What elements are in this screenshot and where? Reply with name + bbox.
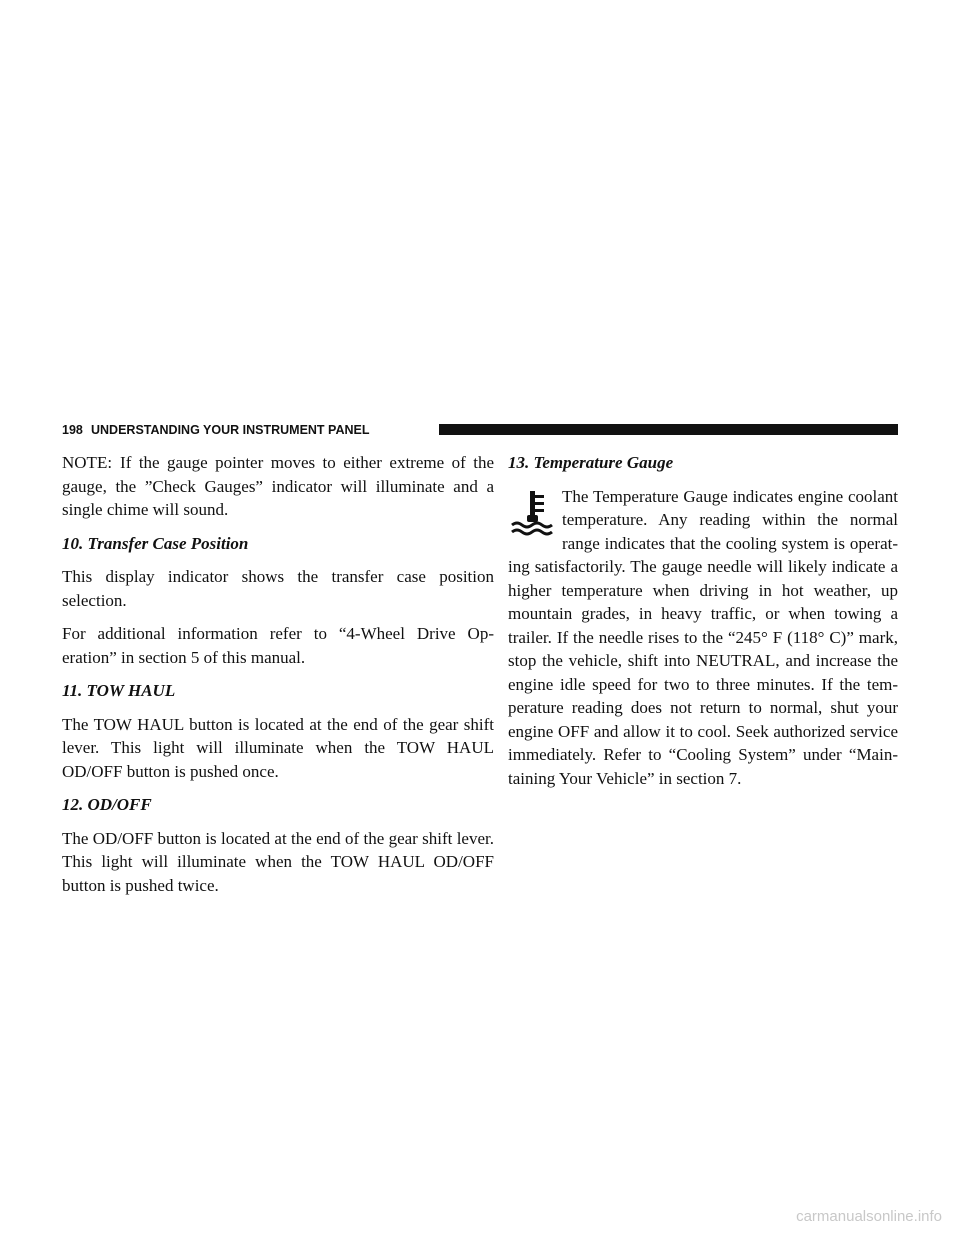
left-column: [62, 451, 494, 897]
item11-heading: 11. TOW HAUL: [62, 681, 176, 700]
header-rule: [439, 424, 898, 435]
coolant-temperature-icon: [508, 487, 558, 547]
item13-paragraph: [508, 485, 898, 791]
note-label: NOTE:: [62, 453, 113, 472]
item12-text: The OD/OFF button is located at the end of the gear shift lever. This light will illuminate when the TOW HAUL OD/OFF button is pushed twice.: [62, 828, 494, 895]
item13-text: The Temperature Gauge indicates engine coolant temperature. Any reading within the normal range indicates that the cooling system is operat-ing satisfactorily. The gauge needle will likely indicate a higher temperature when driving in hot weather, up mountain grades, in heavy traffic, or when towing a trailer. If the needle rises to the “245° F (118° C)” mark, stop the vehicle, shift into NEUTRAL, and increase the engine idle speed for two to three minutes. If the tem-perature reading does not return to normal, shut your engine OFF and allow it to cool. Seek authorized service immediately. Refer to “Cooling System” under “Main-taining Your Vehicle” in section 7.: [508, 486, 898, 788]
page-number: 198: [62, 423, 83, 437]
note-text: If the gauge pointer moves to either extreme of the gauge, the ”Check Gauges” indicator will illuminate and a single chime will sound.: [62, 453, 494, 519]
note-paragraph: [62, 451, 494, 522]
item13-heading: 13. Temperature Gauge: [508, 453, 674, 472]
section-title: UNDERSTANDING YOUR INSTRUMENT PANEL: [91, 423, 370, 437]
item12-heading: 12. OD/OFF: [62, 795, 152, 814]
item11-text: The TOW HAUL button is located at the end of the gear shift lever. This light will illuminate when the TOW HAUL OD/OFF button is pushed once.: [62, 714, 494, 781]
item10-text1: This display indicator shows the transfer case position selection.: [62, 567, 494, 610]
item10-heading: 10. Transfer Case Position: [62, 533, 249, 553]
footer-watermark: carmanualsonline.info: [796, 1208, 942, 1225]
item10-text2: For additional information refer to “4-Wheel Drive Op-eration” in section 5 of this manual.: [62, 624, 494, 667]
right-column: [508, 451, 898, 800]
page-header: [62, 422, 898, 438]
